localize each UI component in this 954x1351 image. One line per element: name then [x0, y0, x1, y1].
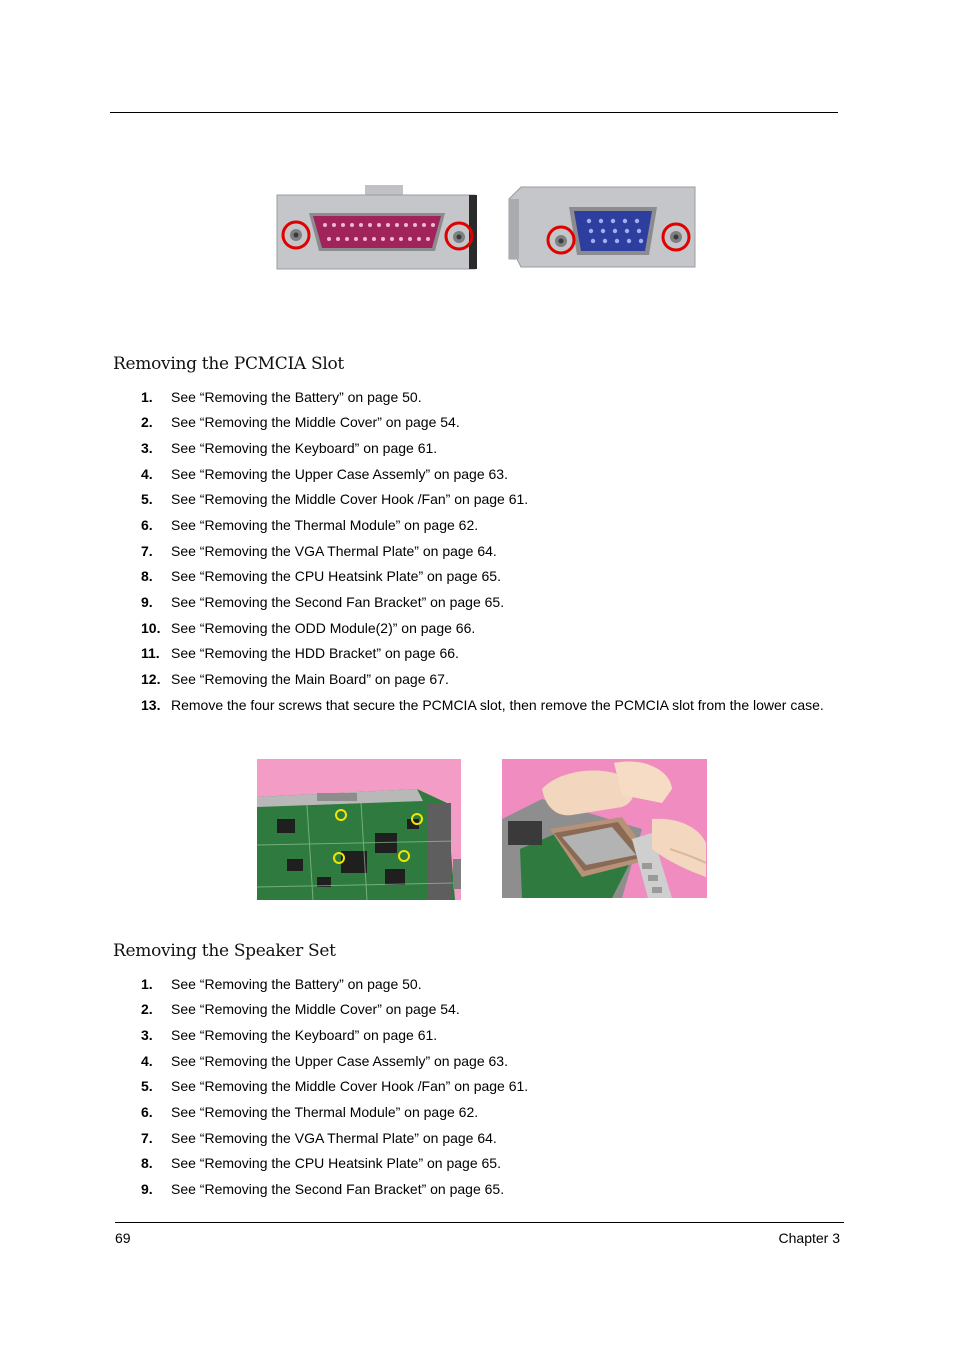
step-text: See “Removing the Battery” on page 50. — [171, 976, 422, 992]
vga-port-connector-photo — [507, 185, 697, 271]
section-title-pcmcia: Removing the PCMCIA Slot — [113, 354, 344, 374]
step-text: See “Removing the Second Fan Bracket” on page 65. — [171, 1181, 505, 1197]
step-text: See “Removing the Keyboard” on page 61. — [171, 440, 438, 456]
step-number: 3. — [141, 440, 153, 456]
step-number: 11. — [141, 645, 160, 661]
step-number: 9. — [141, 594, 153, 610]
footer-rule — [115, 1222, 844, 1223]
step-text: See “Removing the VGA Thermal Plate” on page 64. — [171, 1130, 497, 1146]
step-number: 9. — [141, 1181, 153, 1197]
step-number: 4. — [141, 466, 153, 482]
step-text: See “Removing the Upper Case Assemly” on page 63. — [171, 466, 508, 482]
page-number: 69 — [115, 1230, 131, 1246]
step-text: See “Removing the Upper Case Assemly” on page 63. — [171, 1053, 508, 1069]
step-number: 8. — [141, 568, 153, 584]
step-number: 12. — [141, 671, 161, 687]
step-number: 3. — [141, 1027, 153, 1043]
step-number: 10. — [141, 620, 161, 636]
step-number: 8. — [141, 1155, 153, 1171]
step-text: See “Removing the Middle Cover” on page 54. — [171, 1001, 460, 1017]
step-text: See “Removing the CPU Heatsink Plate” on page 65. — [171, 1155, 501, 1171]
header-rule — [110, 112, 838, 113]
step-number: 5. — [141, 491, 153, 507]
step-number: 1. — [141, 389, 153, 405]
section-title-speaker: Removing the Speaker Set — [113, 941, 336, 961]
step-number: 5. — [141, 1078, 153, 1094]
step-text: See “Removing the Middle Cover Hook /Fan” on page 61. — [171, 1078, 529, 1094]
step-text: See “Removing the Thermal Module” on page 62. — [171, 517, 479, 533]
step-number: 1. — [141, 976, 153, 992]
step-number: 6. — [141, 517, 153, 533]
step-text: See “Removing the Keyboard” on page 61. — [171, 1027, 438, 1043]
pcmcia-slot-removal-photo — [502, 759, 707, 898]
step-number: 13. — [141, 697, 161, 713]
step-number: 6. — [141, 1104, 153, 1120]
step-text: See “Removing the Second Fan Bracket” on page 65. — [171, 594, 505, 610]
parallel-port-connector-photo — [275, 185, 477, 271]
step-text: See “Removing the CPU Heatsink Plate” on page 65. — [171, 568, 501, 584]
step-number: 7. — [141, 543, 153, 559]
step-text: See “Removing the Middle Cover Hook /Fan” on page 61. — [171, 491, 529, 507]
step-number: 2. — [141, 414, 153, 430]
step-text: See “Removing the Battery” on page 50. — [171, 389, 422, 405]
step-text: Remove the four screws that secure the PCMCIA slot, then remove the PCMCIA slot from the lower case. — [171, 697, 824, 713]
main-board-screws-photo — [257, 759, 461, 900]
step-number: 4. — [141, 1053, 153, 1069]
step-text: See “Removing the HDD Bracket” on page 66. — [171, 645, 459, 661]
step-text: See “Removing the ODD Module(2)” on page 66. — [171, 620, 476, 636]
step-text: See “Removing the Main Board” on page 67. — [171, 671, 449, 687]
step-number: 7. — [141, 1130, 153, 1146]
step-text: See “Removing the Thermal Module” on page 62. — [171, 1104, 479, 1120]
step-number: 2. — [141, 1001, 153, 1017]
step-text: See “Removing the Middle Cover” on page 54. — [171, 414, 460, 430]
chapter-label: Chapter 3 — [778, 1230, 840, 1246]
step-text: See “Removing the VGA Thermal Plate” on page 64. — [171, 543, 497, 559]
